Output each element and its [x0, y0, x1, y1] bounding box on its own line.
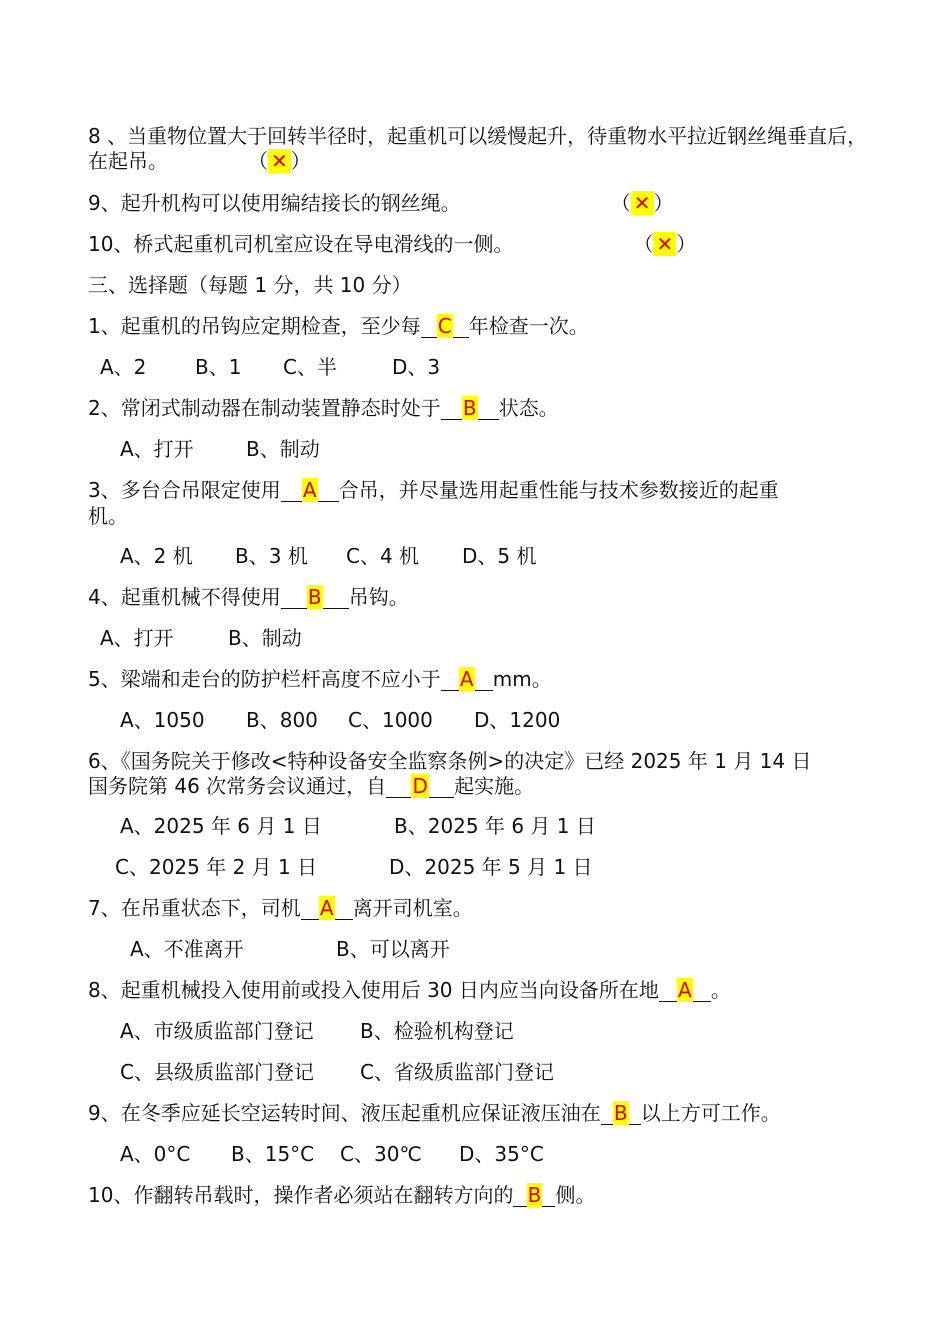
- question-3-continuation: 机。: [88, 504, 128, 528]
- wrong-mark-icon: ✕: [653, 232, 676, 256]
- question-4: 4、起重机械不得使用 B 吊钩。: [88, 585, 409, 609]
- option: C、4 机: [346, 544, 420, 568]
- answer-mark: A: [678, 978, 692, 1002]
- option: A、2: [100, 355, 147, 379]
- answer-mark: B: [613, 1101, 628, 1125]
- option: C、半: [283, 355, 337, 379]
- question-6: 6、《国务院关于修改<特种设备安全监察条例>的决定》已经 2025 年 1 月 14 日: [88, 749, 812, 773]
- option: D、1200: [474, 708, 561, 732]
- answer-mark: B: [462, 396, 477, 420]
- answer-mark: A: [459, 667, 474, 691]
- option: A、1050: [120, 708, 205, 732]
- option: D、2025 年 5 月 1 日: [389, 855, 593, 879]
- answer-mark: A: [302, 478, 317, 502]
- option: C、省级质监部门登记: [360, 1060, 554, 1084]
- answer-mark: D: [412, 774, 428, 798]
- option: A、市级质监部门登记: [120, 1019, 314, 1043]
- question-6-continuation: 国务院第 46 次常务会议通过，自 D 起实施。: [88, 774, 535, 798]
- option: C、县级质监部门登记: [120, 1060, 314, 1084]
- option: A、0°C: [120, 1142, 191, 1166]
- option: D、3: [392, 355, 441, 379]
- option: C、2025 年 2 月 1 日: [115, 855, 318, 879]
- option: C、1000: [348, 708, 433, 732]
- answer-mark: B: [527, 1183, 542, 1207]
- option: B、制动: [228, 626, 302, 650]
- section-title: 三、选择题（每题 1 分，共 10 分）: [88, 273, 412, 297]
- option: A、打开: [120, 437, 194, 461]
- option: B、3 机: [235, 544, 308, 568]
- question-2: 2、常闭式制动器在制动装置静态时处于 B 状态。: [88, 396, 559, 420]
- tf-item-9: 9、起升机构可以使用编结接长的钢丝绳。 （ ✕ ）: [88, 191, 674, 215]
- wrong-mark-icon: ✕: [268, 149, 291, 173]
- option: B、800: [246, 708, 318, 732]
- question-9: 9、在冬季应延长空运转时间、液压起重机应保证液压油在 B 以上方可工作。: [88, 1101, 781, 1125]
- option: B、可以离开: [336, 937, 450, 961]
- option: D、35°C: [459, 1142, 544, 1166]
- answer-mark: A: [319, 896, 334, 920]
- question-10: 10、作翻转吊载时，操作者必须站在翻转方向的 B 侧。: [88, 1183, 596, 1207]
- tf-item-8: 8 、当重物位置大于回转半径时，起重机可以缓慢起升，待重物水平拉近钢丝绳垂直后，在起吊。 （ ✕ ）: [88, 124, 868, 173]
- question-8: 8、起重机械投入使用前或投入使用后 30 日内应当向设备所在地 A 。: [88, 978, 731, 1002]
- option: B、15°C: [231, 1142, 315, 1166]
- option: C、30℃: [340, 1142, 422, 1166]
- option: B、1: [195, 355, 242, 379]
- tf-item-10: 10、桥式起重机司机室应设在导电滑线的一侧。 （ ✕ ）: [88, 232, 697, 256]
- question-3: 3、多台合吊限定使用 A 合吊，并尽量选用起重性能与技术参数接近的起重: [88, 478, 779, 502]
- option: A、不准离开: [130, 937, 244, 961]
- question-7: 7、在吊重状态下，司机 A 离开司机室。: [88, 896, 473, 920]
- option: D、5 机: [462, 544, 537, 568]
- option: B、检验机构登记: [360, 1019, 514, 1043]
- option: A、2025 年 6 月 1 日: [120, 814, 322, 838]
- option: A、打开: [100, 626, 174, 650]
- answer-mark: C: [437, 314, 452, 338]
- answer-mark: B: [307, 585, 322, 609]
- option: B、2025 年 6 月 1 日: [394, 814, 596, 838]
- question-5: 5、梁端和走台的防护栏杆高度不应小于 A mm。: [88, 667, 552, 691]
- option: A、2 机: [120, 544, 193, 568]
- option: B、制动: [246, 437, 320, 461]
- question-1: 1、起重机的吊钩应定期检查，至少每 C 年检查一次。: [88, 314, 589, 338]
- wrong-mark-icon: ✕: [631, 191, 654, 215]
